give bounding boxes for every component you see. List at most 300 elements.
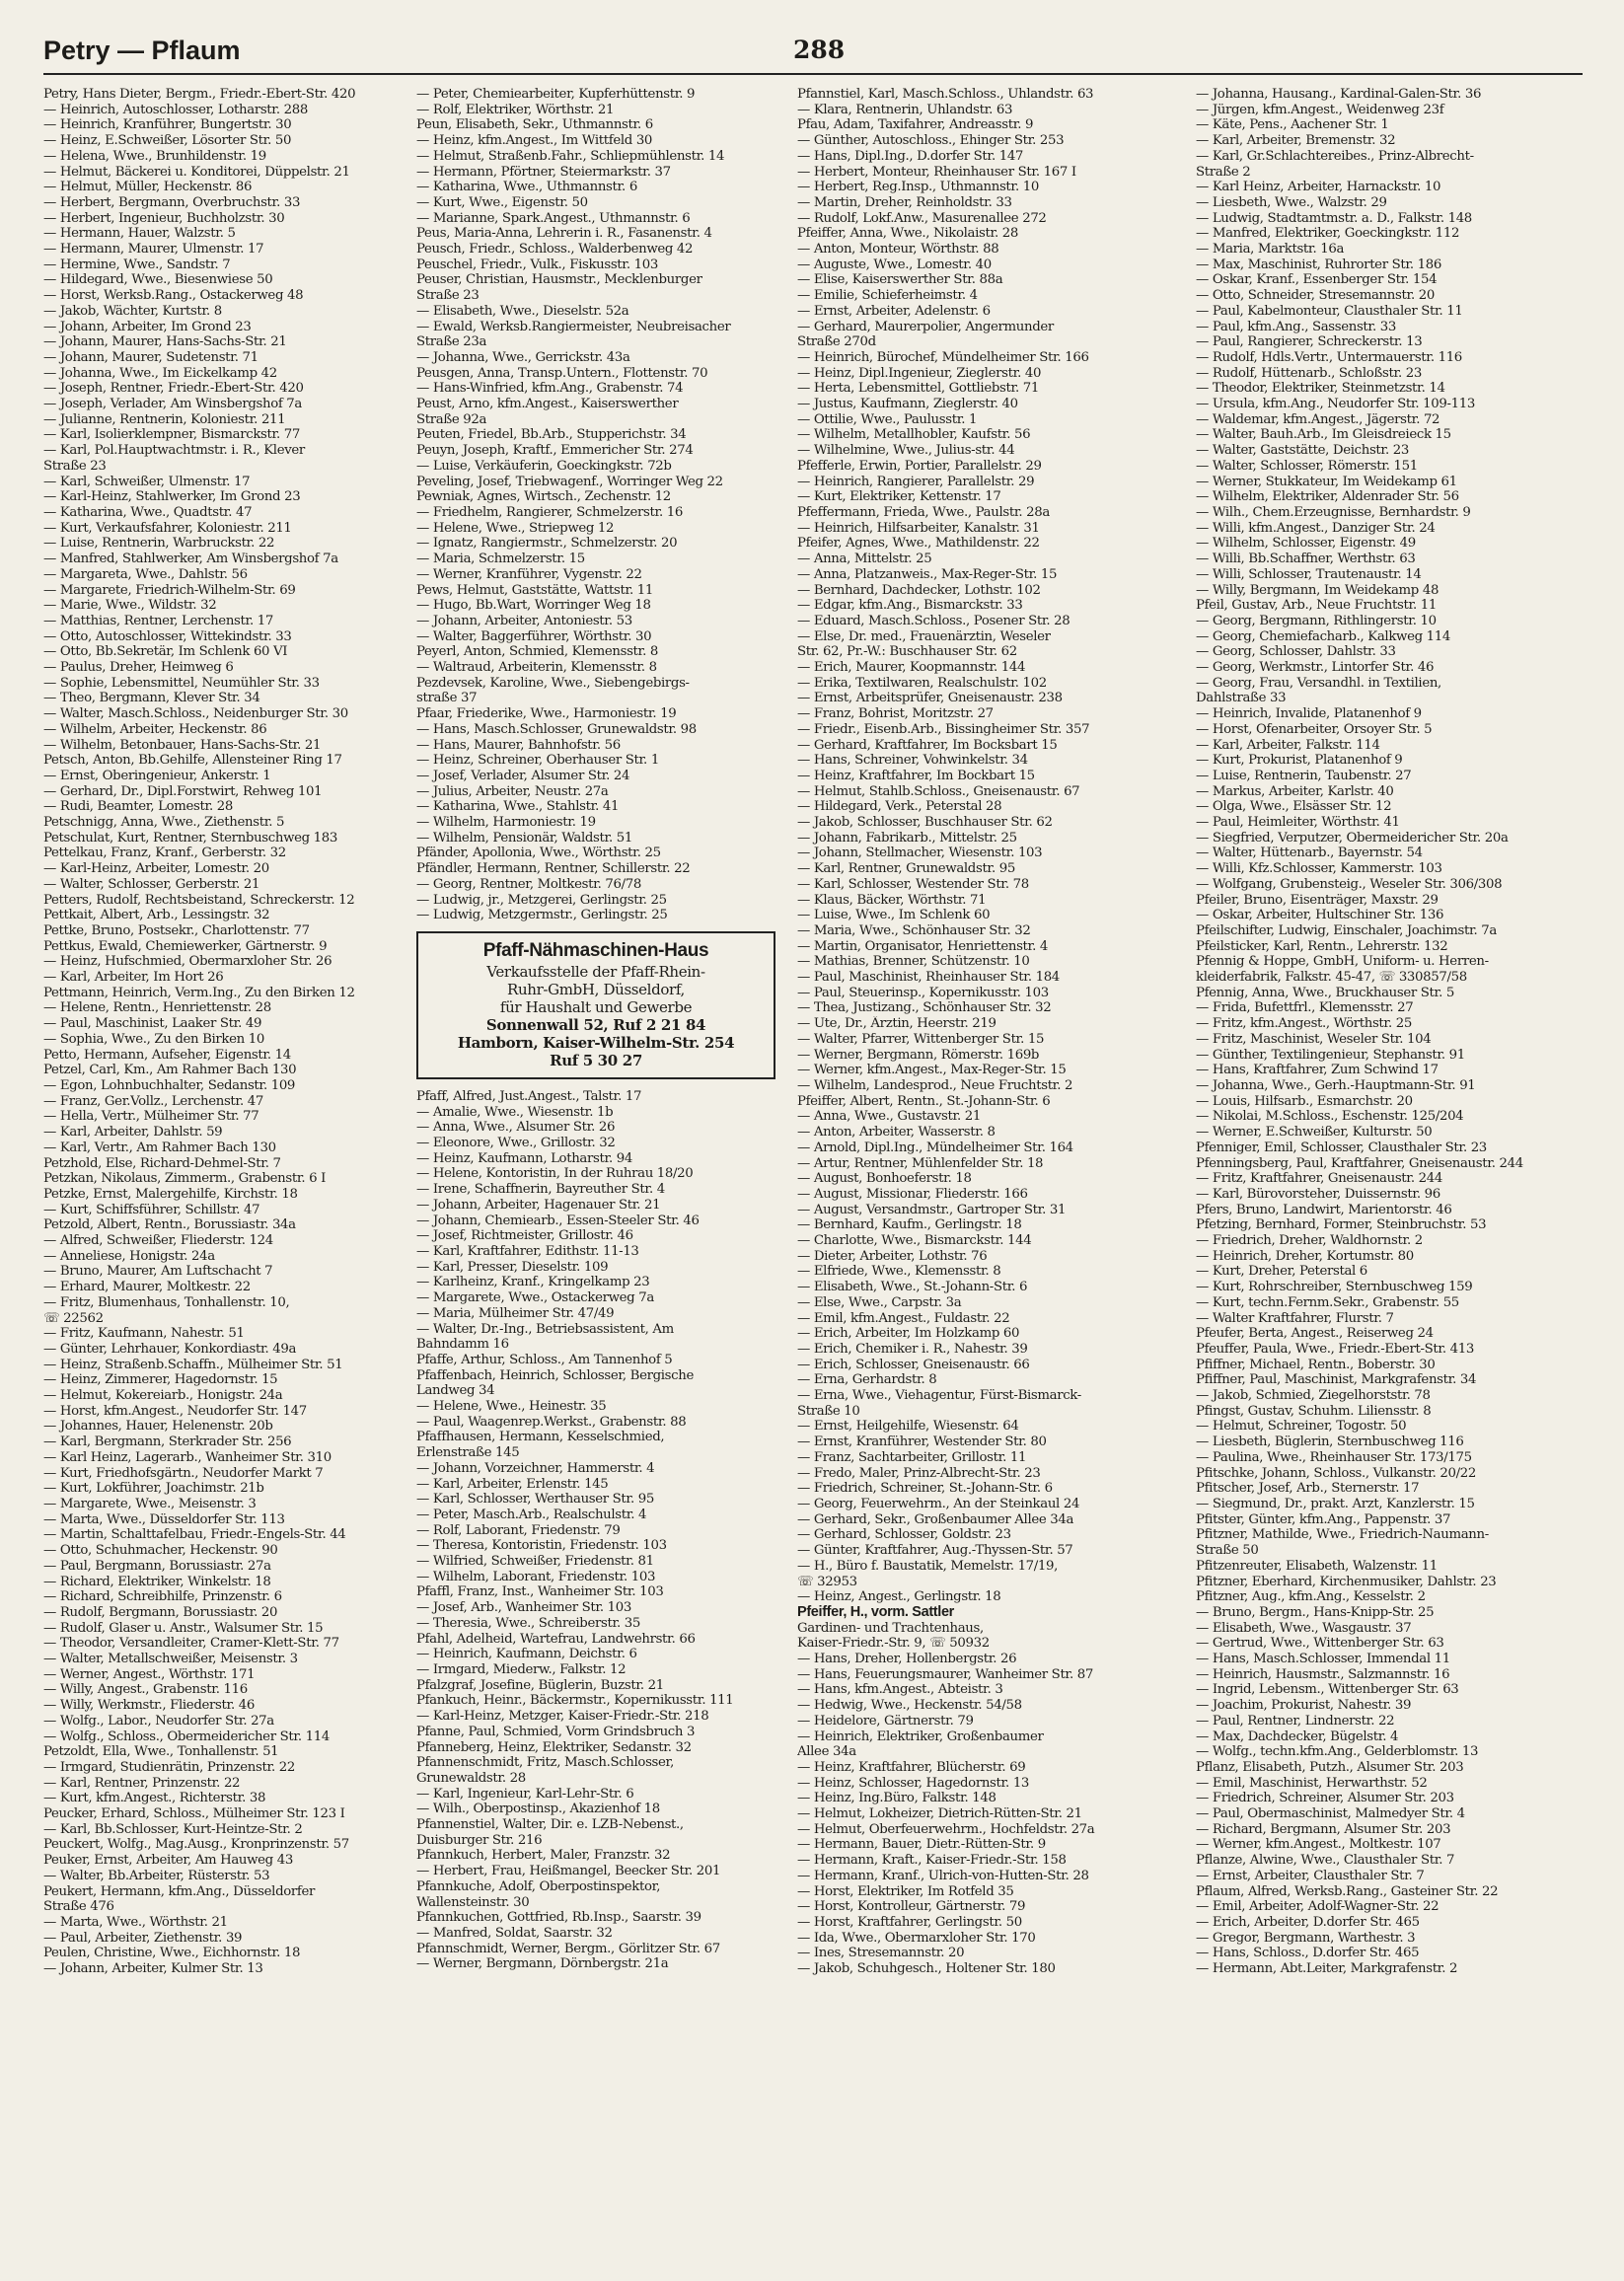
directory-entry: — Karl-Heinz, Arbeiter, Lomestr. 20 bbox=[43, 861, 269, 877]
directory-entry: — Erika, Textilwaren, Realschulstr. 102 bbox=[797, 675, 1047, 691]
directory-entry: Pfannstiel, Karl, Masch.Schloss., Uhlandstr. 63 bbox=[797, 87, 1094, 102]
directory-entry: Kaiser-Friedr.-Str. 9, ☏ 50932 bbox=[797, 1636, 990, 1652]
directory-entry: — Emil, kfm.Angest., Fuldastr. 22 bbox=[797, 1310, 1010, 1326]
directory-entry: ☏ 22562 bbox=[43, 1310, 104, 1326]
directory-entry: — Peter, Masch.Arb., Realschulstr. 4 bbox=[416, 1507, 647, 1522]
directory-entry: — Karl, Arbeiter, Falkstr. 114 bbox=[1196, 737, 1380, 753]
directory-entry: — Herbert, Frau, Heißmangel, Beecker Str. 201 bbox=[416, 1864, 721, 1879]
directory-entry: Petsch, Anton, Bb.Gehilfe, Allensteiner Ring 17 bbox=[43, 753, 342, 769]
directory-entry: Pfannenschmidt, Fritz, Masch.Schlosser, bbox=[416, 1755, 674, 1771]
directory-entry: — Willi, Kfz.Schlosser, Kammerstr. 103 bbox=[1196, 861, 1442, 877]
directory-entry: — Hermine, Wwe., Sandstr. 7 bbox=[43, 257, 231, 272]
directory-entry: Pfalzgraf, Josefine, Büglerin, Buzstr. 21 bbox=[416, 1677, 664, 1693]
directory-entry: — Katharina, Wwe., Uthmannstr. 6 bbox=[416, 180, 637, 195]
directory-entry: Petto, Hermann, Aufseher, Eigenstr. 14 bbox=[43, 1047, 291, 1063]
directory-entry: — Wilhelmine, Wwe., Julius-str. 44 bbox=[797, 443, 1015, 459]
directory-columns bbox=[43, 87, 1583, 2257]
directory-entry: — Rolf, Laborant, Friedenstr. 79 bbox=[416, 1522, 621, 1538]
directory-entry: — Sophia, Wwe., Zu den Birken 10 bbox=[43, 1031, 264, 1047]
directory-entry: Grunewaldstr. 28 bbox=[416, 1770, 526, 1786]
directory-entry: — Heinrich, Kaufmann, Deichstr. 6 bbox=[416, 1647, 637, 1662]
directory-entry: — Theo, Bergmann, Klever Str. 34 bbox=[43, 691, 260, 706]
directory-entry: Pfeuffer, Paula, Wwe., Friedr.-Ebert-Str. 413 bbox=[1196, 1341, 1474, 1357]
directory-entry: — Bruno, Maurer, Am Luftschacht 7 bbox=[43, 1264, 273, 1280]
directory-entry: — Hermann, Pförtner, Steiermarkstr. 37 bbox=[416, 164, 671, 180]
directory-entry: — Georg, Feuerwehrm., An der Steinkaul 24 bbox=[797, 1496, 1080, 1511]
directory-entry: — Gerhard, Maurerpolier, Angermunder bbox=[797, 319, 1054, 334]
directory-entry: — Franz, Ger.Vollz., Lerchenstr. 47 bbox=[43, 1093, 263, 1109]
directory-entry: — Heinz, Kraftfahrer, Blücherstr. 69 bbox=[797, 1759, 1026, 1775]
ad-line: Sonnenwall 52, Ruf 2 21 84 bbox=[485, 1015, 706, 1034]
directory-entry: — Johanna, Wwe., Gerh.-Hauptmann-Str. 91 bbox=[1196, 1078, 1476, 1093]
directory-entry: — Elisabeth, Wwe., Wasgaustr. 37 bbox=[1196, 1620, 1412, 1636]
directory-entry: — Helmut, Bäckerei u. Konditorei, Düppelstr. 21 bbox=[43, 164, 350, 180]
directory-entry: — Wilhelm, Betonbauer, Hans-Sachs-Str. 21 bbox=[43, 737, 322, 753]
directory-entry: Pfannkuche, Adolf, Oberpostinspektor, bbox=[416, 1878, 661, 1894]
directory-entry: — Georg, Frau, Versandhl. in Textilien, bbox=[1196, 675, 1441, 691]
directory-entry: — Anna, Wwe., Alsumer Str. 26 bbox=[416, 1120, 616, 1136]
directory-entry: — Herta, Lebensmittel, Gottliebstr. 71 bbox=[797, 381, 1039, 397]
directory-entry: Pfennig & Hoppe, GmbH, Uniform- u. Herren- bbox=[1196, 954, 1489, 970]
directory-entry: — Hermann, Bauer, Dietr.-Rütten-Str. 9 bbox=[797, 1837, 1046, 1853]
directory-entry: Petzkan, Nikolaus, Zimmerm., Grabenstr. 6 I bbox=[43, 1171, 327, 1187]
ad-title: Pfaff-Nähmaschinen-Haus bbox=[482, 939, 709, 961]
directory-entry: — Otto, Bb.Sekretär, Im Schlenk 60 VI bbox=[43, 644, 288, 660]
directory-entry: — Hans, Maurer, Bahnhofstr. 56 bbox=[416, 737, 621, 753]
directory-entry: Straße 23a bbox=[416, 334, 487, 350]
directory-entry: — Ignatz, Rangiermstr., Schmelzerstr. 20 bbox=[416, 536, 678, 552]
directory-entry: — Kurt, Wwe., Eigenstr. 50 bbox=[416, 194, 588, 210]
directory-entry: — Paul, Kabelmonteur, Clausthaler Str. 11 bbox=[1196, 303, 1463, 319]
directory-entry: — Thea, Justizang., Schönhauser Str. 32 bbox=[797, 1000, 1052, 1016]
directory-entry: — Kurt, Rohrschreiber, Sternbuschweg 159 bbox=[1196, 1280, 1473, 1295]
directory-entry: — Walter, Baggerführer, Wörthstr. 30 bbox=[416, 628, 652, 644]
directory-entry: — Elisabeth, Wwe., Dieselstr. 52a bbox=[416, 303, 629, 319]
directory-entry: — Kurt, Prokurist, Platanenhof 9 bbox=[1196, 753, 1403, 769]
directory-entry: — Hedwig, Wwe., Heckenstr. 54/58 bbox=[797, 1698, 1022, 1714]
directory-entry: Pfitzner, Aug., kfm.Ang., Kesselstr. 2 bbox=[1196, 1589, 1426, 1605]
directory-entry: — Horst, kfm.Angest., Neudorfer Str. 147 bbox=[43, 1403, 307, 1419]
directory-entry: Petzhold, Else, Richard-Dehmel-Str. 7 bbox=[43, 1155, 281, 1171]
directory-entry: — Rudolf, Hüttenarb., Schloßstr. 23 bbox=[1196, 365, 1422, 381]
directory-entry: — Ludwig, jr., Metzgerei, Gerlingstr. 25 bbox=[416, 892, 667, 908]
directory-entry: — Karl, Arbeiter, Im Hort 26 bbox=[43, 970, 224, 986]
directory-entry: — Luise, Wwe., Im Schlenk 60 bbox=[797, 908, 991, 923]
directory-entry: — Johanna, Hausang., Kardinal-Galen-Str. 36 bbox=[1196, 87, 1482, 102]
directory-entry: — Max, Dachdecker, Bügelstr. 4 bbox=[1196, 1729, 1399, 1744]
directory-entry: — Hans, Schloss., D.dorfer Str. 465 bbox=[1196, 1946, 1420, 1961]
directory-entry: — Friedr., Eisenb.Arb., Bissingheimer Str. 357 bbox=[797, 721, 1090, 737]
directory-entry: — Johanna, Wwe., Gerrickstr. 43a bbox=[416, 349, 630, 365]
directory-entry: Pfahl, Adelheid, Wartefrau, Landwehrstr. 66 bbox=[416, 1631, 696, 1647]
column-2 bbox=[416, 87, 781, 2257]
directory-entry: — Sophie, Lebensmittel, Neumühler Str. 33 bbox=[43, 675, 320, 691]
directory-entry: — Johannes, Hauer, Helenenstr. 20b bbox=[43, 1419, 273, 1435]
directory-entry: — Manfred, Soldat, Saarstr. 32 bbox=[416, 1925, 613, 1941]
directory-entry: — Alfred, Schweißer, Fliederstr. 124 bbox=[43, 1233, 273, 1249]
directory-entry: — Justus, Kaufmann, Zieglerstr. 40 bbox=[797, 397, 1018, 412]
directory-entry: — Otto, Autoschlosser, Wittekindstr. 33 bbox=[43, 628, 292, 644]
directory-entry: — Horst, Werksb.Rang., Ostackerweg 48 bbox=[43, 288, 304, 304]
directory-entry: — Johann, Arbeiter, Hagenauer Str. 21 bbox=[416, 1197, 661, 1213]
directory-entry: — Heinz, Straßenb.Schaffn., Mülheimer Str. 51 bbox=[43, 1357, 343, 1372]
directory-entry: — Hans, kfm.Angest., Abteistr. 3 bbox=[797, 1682, 1003, 1698]
directory-entry: Pfeilschifter, Ludwig, Einschaler, Joachimstr. 7a bbox=[1196, 922, 1497, 938]
directory-entry: — Günter, Kraftfahrer, Aug.-Thyssen-Str. 57 bbox=[797, 1543, 1073, 1559]
directory-entry: — Karl, Presser, Dieselstr. 109 bbox=[416, 1259, 609, 1275]
advertisement-box bbox=[416, 931, 775, 1079]
directory-entry: Pfannschmidt, Werner, Bergm., Görlitzer Str. 67 bbox=[416, 1941, 720, 1956]
directory-entry: — Anton, Monteur, Wörthstr. 88 bbox=[797, 242, 999, 258]
column-1 bbox=[43, 87, 408, 2257]
column-4 bbox=[1196, 87, 1583, 2257]
directory-entry: — Heinz, Angest., Gerlingstr. 18 bbox=[797, 1589, 1001, 1605]
directory-entry: — Horst, Elektriker, Im Rotfeld 35 bbox=[797, 1883, 1014, 1899]
directory-entry: — Willi, Bb.Schaffner, Werthstr. 63 bbox=[1196, 552, 1416, 567]
directory-entry: — Erich, Maurer, Koopmannstr. 144 bbox=[797, 660, 1026, 676]
directory-entry: Pfaff, Alfred, Just.Angest., Talstr. 17 bbox=[416, 1088, 642, 1104]
directory-entry: Peulen, Christine, Wwe., Eichhornstr. 18 bbox=[43, 1946, 301, 1961]
directory-entry: — Karl, Bergmann, Sterkrader Str. 256 bbox=[43, 1435, 292, 1450]
directory-entry: — Amalie, Wwe., Wiesenstr. 1b bbox=[416, 1104, 614, 1120]
directory-entry: Peuten, Friedel, Bb.Arb., Stupperichstr. 34 bbox=[416, 427, 687, 443]
directory-entry: — Ursula, kfm.Ang., Neudorfer Str. 109-113 bbox=[1196, 397, 1475, 412]
directory-entry: — Günther, Textilingenieur, Stephanstr. 91 bbox=[1196, 1047, 1465, 1063]
directory-entry: — Margarete, Wwe., Ostackerweg 7a bbox=[416, 1290, 654, 1306]
directory-entry: — Paul, Maschinist, Laaker Str. 49 bbox=[43, 1016, 262, 1032]
directory-entry: — Paulina, Wwe., Rheinhauser Str. 173/175 bbox=[1196, 1449, 1472, 1465]
directory-entry: — Johann, Maurer, Hans-Sachs-Str. 21 bbox=[43, 334, 287, 350]
directory-entry: — Paul, Waagenrep.Werkst., Grabenstr. 88 bbox=[416, 1414, 687, 1430]
directory-entry: Pfaffhausen, Hermann, Kesselschmied, bbox=[416, 1430, 665, 1445]
directory-entry: — Erna, Gerhardstr. 8 bbox=[797, 1372, 937, 1388]
directory-entry: — Luise, Rentnerin, Taubenstr. 27 bbox=[1196, 768, 1412, 783]
directory-entry: — Werner, Kranführer, Vygenstr. 22 bbox=[416, 566, 642, 582]
directory-entry: Pettkus, Ewald, Chemiewerker, Gärtnerstr. 9 bbox=[43, 938, 328, 954]
directory-entry: — Anna, Wwe., Gustavstr. 21 bbox=[797, 1109, 982, 1125]
directory-entry: — Franz, Sachtarbeiter, Grillostr. 11 bbox=[797, 1449, 1027, 1465]
directory-entry: — Kurt, Schiffsführer, Schillstr. 47 bbox=[43, 1202, 260, 1217]
directory-entry: Pfeiffer, Anna, Wwe., Nikolaistr. 28 bbox=[797, 226, 1018, 242]
directory-entry: Petzoldt, Ella, Wwe., Tonhallenstr. 51 bbox=[43, 1744, 279, 1760]
directory-entry: — Theodor, Versandleiter, Cramer-Klett-Str. 77 bbox=[43, 1636, 339, 1652]
directory-entry: — Georg, Chemiefacharb., Kalkweg 114 bbox=[1196, 628, 1450, 644]
directory-entry: — Gerhard, Dr., Dipl.Forstwirt, Rehweg 101 bbox=[43, 783, 323, 799]
directory-entry: — Karl, Arbeiter, Erlenstr. 145 bbox=[416, 1476, 609, 1492]
directory-entry: — Emilie, Schieferheimstr. 4 bbox=[797, 288, 978, 304]
directory-entry: — Johann, Fabrikarb., Mittelstr. 25 bbox=[797, 830, 1017, 846]
directory-entry: — Ida, Wwe., Obermarxloher Str. 170 bbox=[797, 1930, 1036, 1946]
directory-entry: — Siegmund, Dr., prakt. Arzt, Kanzlerstr. 15 bbox=[1196, 1496, 1475, 1511]
directory-entry: — Willy, Bergmann, Im Weidekamp 48 bbox=[1196, 582, 1439, 598]
running-title: Petry — Pflaum bbox=[43, 36, 241, 65]
directory-entry: Peust, Arno, kfm.Angest., Kaiserswerther bbox=[416, 397, 679, 412]
directory-entry: — Günther, Autoschloss., Ehinger Str. 253 bbox=[797, 133, 1065, 149]
directory-entry: — Kurt, Friedhofsgärtn., Neudorfer Markt 7 bbox=[43, 1465, 324, 1481]
directory-entry: — Paul, Bergmann, Borussiastr. 27a bbox=[43, 1558, 271, 1574]
directory-entry: — Margarete, Friedrich-Wilhelm-Str. 69 bbox=[43, 582, 296, 598]
directory-entry: — Bernhard, Dachdecker, Lothstr. 102 bbox=[797, 582, 1041, 598]
directory-entry: Pettelkau, Franz, Kranf., Gerberstr. 32 bbox=[43, 846, 286, 861]
directory-entry: Pfiffner, Michael, Rentn., Boberstr. 30 bbox=[1196, 1357, 1436, 1372]
directory-entry: Bahndamm 16 bbox=[416, 1337, 509, 1353]
directory-entry: — Richard, Bergmann, Alsumer Str. 203 bbox=[1196, 1821, 1451, 1837]
directory-entry: — Emil, Maschinist, Herwarthstr. 52 bbox=[1196, 1775, 1428, 1791]
directory-entry: Pfaffe, Arthur, Schloss., Am Tannenhof 5 bbox=[416, 1352, 673, 1367]
directory-entry: — Marie, Wwe., Wildstr. 32 bbox=[43, 598, 217, 614]
directory-entry: Pflanze, Alwine, Wwe., Clausthaler Str. 7 bbox=[1196, 1853, 1455, 1869]
directory-entry: — Walter, Metallschweißer, Meisenstr. 3 bbox=[43, 1652, 298, 1667]
directory-entry: Pezdevsek, Karoline, Wwe., Siebengebirgs- bbox=[416, 675, 690, 691]
directory-entry: — Nikolai, M.Schloss., Eschenstr. 125/204 bbox=[1196, 1109, 1464, 1125]
directory-entry: — Paul, Maschinist, Rheinhauser Str. 184 bbox=[797, 970, 1060, 986]
directory-entry: — Gregor, Bergmann, Warthestr. 3 bbox=[1196, 1930, 1416, 1946]
directory-entry: — Anton, Arbeiter, Wasserstr. 8 bbox=[797, 1125, 996, 1140]
directory-entry: Pfitzner, Mathilde, Wwe., Friedrich-Naumann- bbox=[1196, 1527, 1489, 1543]
directory-entry: — Heinz, Kraftfahrer, Im Bockbart 15 bbox=[797, 768, 1035, 783]
directory-entry: — Hella, Vertr., Mülheimer Str. 77 bbox=[43, 1109, 259, 1125]
directory-entry: — Julius, Arbeiter, Neustr. 27a bbox=[416, 783, 609, 799]
directory-entry: Peuyn, Joseph, Kraftf., Emmericher Str. 274 bbox=[416, 443, 694, 459]
directory-entry: — Erich, Chemiker i. R., Nahestr. 39 bbox=[797, 1341, 1028, 1357]
directory-entry: — Friedhelm, Rangierer, Schmelzerstr. 16 bbox=[416, 504, 684, 520]
directory-entry: — Anna, Platzanweis., Max-Reger-Str. 15 bbox=[797, 566, 1058, 582]
directory-entry: straße 37 bbox=[416, 691, 478, 706]
directory-entry: — Georg, Werkmstr., Lintorfer Str. 46 bbox=[1196, 660, 1435, 676]
directory-entry: — Helmut, Kokereiarb., Honigstr. 24a bbox=[43, 1388, 283, 1404]
directory-entry: Peuschel, Friedr., Vulk., Fiskusstr. 103 bbox=[416, 257, 658, 272]
directory-entry: — Elise, Kaiserswerther Str. 88a bbox=[797, 272, 1003, 288]
directory-entry: Pfitzenreuter, Elisabeth, Walzenstr. 11 bbox=[1196, 1558, 1438, 1574]
directory-entry: Peuker, Ernst, Arbeiter, Am Hauweg 43 bbox=[43, 1853, 293, 1869]
directory-entry: — Bruno, Bergm., Hans-Knipp-Str. 25 bbox=[1196, 1604, 1435, 1620]
directory-entry: — Willy, Angest., Grabenstr. 116 bbox=[43, 1682, 248, 1698]
directory-entry: — Maria, Schmelzerstr. 15 bbox=[416, 552, 585, 567]
directory-entry: — Walter, Schlosser, Römerstr. 151 bbox=[1196, 458, 1418, 474]
directory-entry: — Auguste, Wwe., Lomestr. 40 bbox=[797, 257, 992, 272]
directory-entry: Pflanz, Elisabeth, Putzh., Alsumer Str. 203 bbox=[1196, 1759, 1464, 1775]
directory-entry: — Kurt, Dreher, Peterstal 6 bbox=[1196, 1264, 1367, 1280]
directory-entry: Pfers, Bruno, Landwirt, Marientorstr. 46 bbox=[1196, 1202, 1452, 1217]
directory-entry: — Jürgen, kfm.Angest., Weidenweg 23f bbox=[1196, 102, 1444, 117]
directory-entry: — Fritz, Kraftfahrer, Gneisenaustr. 244 bbox=[1196, 1171, 1442, 1187]
directory-entry: Pfitzner, Eberhard, Kirchenmusiker, Dahlstr. 23 bbox=[1196, 1574, 1497, 1589]
directory-entry: — Paul, Obermaschinist, Malmedyer Str. 4 bbox=[1196, 1806, 1465, 1822]
directory-entry: Pfeifer, Agnes, Wwe., Mathildenstr. 22 bbox=[797, 536, 1040, 552]
directory-entry: — Heinrich, Hausmstr., Salzmannstr. 16 bbox=[1196, 1666, 1450, 1682]
directory-entry: — Helene, Kontoristin, In der Ruhrau 18/20 bbox=[416, 1166, 694, 1182]
directory-entry: — Joseph, Rentner, Friedr.-Ebert-Str. 420 bbox=[43, 381, 304, 397]
directory-entry: — Karl Heinz, Lagerarb., Wanheimer Str. 310 bbox=[43, 1449, 332, 1465]
directory-entry: — Rudolf, Hdls.Vertr., Untermauerstr. 116 bbox=[1196, 349, 1462, 365]
directory-entry: — Arnold, Dipl.Ing., Mündelheimer Str. 164 bbox=[797, 1140, 1073, 1155]
directory-entry: — Franz, Bohrist, Moritzstr. 27 bbox=[797, 706, 994, 722]
directory-entry: — Walter, Bb.Arbeiter, Rüsterstr. 53 bbox=[43, 1868, 270, 1883]
directory-entry: — Heinrich, Elektriker, Großenbaumer bbox=[797, 1729, 1044, 1744]
directory-entry: — Wilh., Chem.Erzeugnisse, Bernhardstr. 9 bbox=[1196, 504, 1471, 520]
directory-entry: — H., Büro f. Baustatik, Memelstr. 17/19, bbox=[797, 1558, 1059, 1574]
directory-entry: Straße 10 bbox=[797, 1403, 860, 1419]
directory-entry: ☏ 32953 bbox=[797, 1574, 857, 1589]
directory-entry: — Friedrich, Dreher, Waldhornstr. 2 bbox=[1196, 1233, 1423, 1249]
directory-entry: Str. 62, Pr.-W.: Buschhauser Str. 62 bbox=[797, 644, 1017, 660]
page-number: 288 bbox=[793, 36, 846, 64]
directory-entry: — Ute, Dr., Ärztin, Heerstr. 219 bbox=[797, 1016, 997, 1032]
directory-entry: — Ines, Stresemannstr. 20 bbox=[797, 1946, 965, 1961]
directory-entry: — Irmgard, Studienrätin, Prinzenstr. 22 bbox=[43, 1759, 295, 1775]
directory-entry: — Friedrich, Schreiner, Alsumer Str. 203 bbox=[1196, 1791, 1454, 1806]
directory-entry: — Anna, Mittelstr. 25 bbox=[797, 552, 932, 567]
directory-entry: — Paul, Rentner, Lindnerstr. 22 bbox=[1196, 1713, 1395, 1729]
directory-entry: Petzke, Ernst, Malergehilfe, Kirchstr. 18 bbox=[43, 1186, 298, 1202]
directory-entry: — Walter, Dr.-Ing., Betriebsassistent, Am bbox=[416, 1321, 674, 1337]
directory-entry: — Waltraud, Arbeiterin, Klemensstr. 8 bbox=[416, 660, 657, 676]
directory-entry: — Heinrich, Autoschlosser, Lotharstr. 288 bbox=[43, 102, 308, 117]
directory-entry: Pfänder, Apollonia, Wwe., Wörthstr. 25 bbox=[416, 846, 661, 861]
directory-entry: Straße 270d bbox=[797, 334, 876, 350]
directory-entry: — Käte, Pens., Aachener Str. 1 bbox=[1196, 117, 1389, 133]
directory-entry: — Kurt, Verkaufsfahrer, Koloniestr. 211 bbox=[43, 520, 292, 536]
directory-entry: — Horst, Kraftfahrer, Gerlingstr. 50 bbox=[797, 1914, 1022, 1930]
directory-entry: — Karl, Kraftfahrer, Edithstr. 11-13 bbox=[416, 1244, 639, 1259]
directory-entry: — Werner, Stukkateur, Im Weidekamp 61 bbox=[1196, 474, 1457, 489]
directory-entry: — Heinz, Schreiner, Oberhauser Str. 1 bbox=[416, 753, 659, 769]
directory-entry: — Manfred, Stahlwerker, Am Winsbergshof 7a bbox=[43, 552, 338, 567]
directory-entry: — Georg, Schlosser, Dahlstr. 33 bbox=[1196, 644, 1396, 660]
directory-entry: — Charlotte, Wwe., Bismarckstr. 144 bbox=[797, 1233, 1032, 1249]
directory-entry: — Karl, Arbeiter, Dahlstr. 59 bbox=[43, 1125, 223, 1140]
directory-entry: — Marta, Wwe., Düsseldorfer Str. 113 bbox=[43, 1511, 285, 1527]
directory-entry: — Erna, Wwe., Viehagentur, Fürst-Bismarck- bbox=[797, 1388, 1081, 1404]
directory-entry: — Herbert, Monteur, Rheinhauser Str. 167 I bbox=[797, 164, 1076, 180]
directory-entry: — Ingrid, Lebensm., Wittenberger Str. 63 bbox=[1196, 1682, 1459, 1698]
directory-entry: — Karl, Bb.Schlosser, Kurt-Heintze-Str. 2 bbox=[43, 1821, 303, 1837]
directory-entry: — Georg, Rentner, Moltkestr. 76/78 bbox=[416, 876, 641, 892]
directory-entry: — Heinrich, Kranführer, Bungertstr. 30 bbox=[43, 117, 292, 133]
directory-entry: — Willi, kfm.Angest., Danziger Str. 24 bbox=[1196, 520, 1436, 536]
directory-entry: — Luise, Verkäuferin, Goeckingkstr. 72b bbox=[416, 458, 672, 474]
directory-entry: — Hans, Dipl.Ing., D.dorfer Str. 147 bbox=[797, 148, 1024, 164]
directory-entry: — Elisabeth, Wwe., St.-Johann-Str. 6 bbox=[797, 1280, 1028, 1295]
directory-entry: Pfannkuchen, Gottfried, Rb.Insp., Saarstr. 39 bbox=[416, 1910, 701, 1926]
directory-entry: — Hermann, Kranf., Ulrich-von-Hutten-Str. 28 bbox=[797, 1868, 1089, 1883]
directory-entry: Pettmann, Heinrich, Verm.Ing., Zu den Birken 12 bbox=[43, 985, 355, 1000]
directory-entry: Pettke, Bruno, Postsekr., Charlottenstr. 77 bbox=[43, 922, 310, 938]
directory-entry: — Horst, Ofenarbeiter, Orsoyer Str. 5 bbox=[1196, 721, 1433, 737]
directory-entry: — Oskar, Kranf., Essenberger Str. 154 bbox=[1196, 272, 1438, 288]
directory-entry: — Maria, Marktstr. 16a bbox=[1196, 242, 1345, 258]
directory-entry: — Marianne, Spark.Angest., Uthmannstr. 6 bbox=[416, 210, 691, 226]
directory-entry: — Emil, Arbeiter, Adolf-Wagner-Str. 22 bbox=[1196, 1899, 1439, 1915]
directory-entry: Wallensteinstr. 30 bbox=[416, 1894, 530, 1910]
directory-entry: — Joseph, Verlader, Am Winsbergshof 7a bbox=[43, 397, 302, 412]
directory-entry: — Jakob, Schuhgesch., Holtener Str. 180 bbox=[797, 1961, 1056, 1977]
directory-entry: — Johanna, Wwe., Im Eickelkamp 42 bbox=[43, 365, 277, 381]
directory-entry: — Ernst, Kranführer, Westender Str. 80 bbox=[797, 1435, 1047, 1450]
directory-entry: — Markus, Arbeiter, Karlstr. 40 bbox=[1196, 783, 1394, 799]
directory-entry: — Helmut, Oberfeuerwehrm., Hochfeldstr. 27a bbox=[797, 1821, 1095, 1837]
directory-entry: — Jakob, Schmied, Ziegelhorststr. 78 bbox=[1196, 1388, 1431, 1404]
directory-entry: — Ernst, Arbeitsprüfer, Gneisenaustr. 238 bbox=[797, 691, 1063, 706]
directory-entry: — Karl, Bürovorsteher, Duissernstr. 96 bbox=[1196, 1186, 1440, 1202]
directory-entry: — Klaus, Bäcker, Wörthstr. 71 bbox=[797, 892, 987, 908]
directory-entry: — Gerhard, Sekr., Großenbaumer Allee 34a bbox=[797, 1511, 1074, 1527]
directory-entry: — Hans, Feuerungsmaurer, Wanheimer Str. 87 bbox=[797, 1666, 1093, 1682]
directory-entry: — Wolfg., techn.kfm.Ang., Gelderblomstr. 13 bbox=[1196, 1744, 1479, 1760]
directory-entry: — Hermann, Abt.Leiter, Markgrafenstr. 2 bbox=[1196, 1961, 1458, 1977]
directory-entry: — Frida, Bufettfrl., Klemensstr. 27 bbox=[1196, 1000, 1414, 1016]
directory-entry: — Julianne, Rentnerin, Koloniestr. 211 bbox=[43, 411, 286, 427]
directory-entry: Peucker, Erhard, Schloss., Mülheimer Str. 123 I bbox=[43, 1806, 345, 1822]
directory-entry: — Karl, Schlosser, Westender Str. 78 bbox=[797, 876, 1029, 892]
directory-entry: — Eduard, Masch.Schloss., Posener Str. 28 bbox=[797, 613, 1070, 628]
directory-entry: — Johann, Arbeiter, Antoniestr. 53 bbox=[416, 613, 632, 628]
directory-entry: — Katharina, Wwe., Quadtstr. 47 bbox=[43, 504, 253, 520]
directory-entry: — Walter, Schlosser, Gerberstr. 21 bbox=[43, 876, 260, 892]
directory-entry: — Karl, Isolierklempner, Bismarckstr. 77 bbox=[43, 427, 301, 443]
directory-entry: — Hildegard, Verk., Peterstal 28 bbox=[797, 799, 1002, 815]
ad-line: Ruf 5 30 27 bbox=[550, 1051, 642, 1069]
directory-entry: — Heinz, Ing.Büro, Falkstr. 148 bbox=[797, 1791, 997, 1806]
directory-entry: — Georg, Bergmann, Rithlingerstr. 10 bbox=[1196, 613, 1437, 628]
directory-entry: Peyerl, Anton, Schmied, Klemensstr. 8 bbox=[416, 644, 658, 660]
directory-entry: — Walter Kraftfahrer, Flurstr. 7 bbox=[1196, 1310, 1394, 1326]
directory-entry: — Karl, Rentner, Prinzenstr. 22 bbox=[43, 1775, 241, 1791]
page-header bbox=[43, 36, 1583, 75]
directory-entry: — Paul, Heimleiter, Wörthstr. 41 bbox=[1196, 815, 1400, 831]
directory-entry: — Karl-Heinz, Stahlwerker, Im Grond 23 bbox=[43, 489, 301, 505]
directory-entry: — Kurt, Lokführer, Joachimstr. 21b bbox=[43, 1481, 264, 1497]
directory-entry: — Jakob, Wächter, Kurtstr. 8 bbox=[43, 303, 222, 319]
directory-entry: Straße 92a bbox=[416, 411, 487, 427]
directory-entry: — Kurt, techn.Fernm.Sekr., Grabenstr. 55 bbox=[1196, 1294, 1459, 1310]
directory-entry: — Bernhard, Kaufm., Gerlingstr. 18 bbox=[797, 1217, 1022, 1233]
directory-entry: — Walter, Hüttenarb., Bayernstr. 54 bbox=[1196, 846, 1423, 861]
directory-entry: — Erich, Arbeiter, Im Holzkamp 60 bbox=[797, 1326, 1020, 1342]
directory-entry: — Richard, Elektriker, Winkelstr. 18 bbox=[43, 1574, 271, 1589]
directory-entry: Pfenniger, Emil, Schlosser, Clausthaler Str. 23 bbox=[1196, 1140, 1487, 1155]
directory-entry: — Ernst, Arbeiter, Clausthaler Str. 7 bbox=[1196, 1868, 1425, 1883]
directory-entry: Pfiffner, Paul, Maschinist, Markgrafenstr. 34 bbox=[1196, 1372, 1477, 1388]
ad-line: für Haushalt und Gewerbe bbox=[499, 997, 693, 1016]
directory-entry: — Paul, Arbeiter, Ziethenstr. 39 bbox=[43, 1930, 243, 1946]
directory-entry: — Karl, Vertr., Am Rahmer Bach 130 bbox=[43, 1140, 276, 1155]
directory-entry: — Wilhelm, Elektriker, Aldenrader Str. 56 bbox=[1196, 489, 1459, 505]
directory-entry: — Helene, Rentn., Henriettenstr. 28 bbox=[43, 1000, 271, 1016]
directory-entry: — Ottilie, Wwe., Paulusstr. 1 bbox=[797, 411, 978, 427]
ad-line: Hamborn, Kaiser-Wilhelm-Str. 254 bbox=[457, 1033, 735, 1052]
directory-entry: Petschulat, Kurt, Rentner, Sternbuschweg 183 bbox=[43, 830, 337, 846]
directory-entry: — Horst, Kontrolleur, Gärtnerstr. 79 bbox=[797, 1899, 1026, 1915]
directory-entry: — Hermann, Maurer, Ulmenstr. 17 bbox=[43, 242, 264, 258]
directory-entry: — Werner, Bergmann, Dörnbergstr. 21a bbox=[416, 1956, 669, 1972]
directory-entry: — August, Versandmstr., Gartroper Str. 31 bbox=[797, 1202, 1067, 1217]
directory-entry: Pfändler, Hermann, Rentner, Schillerstr. 22 bbox=[416, 861, 691, 877]
directory-entry: Dahlstraße 33 bbox=[1196, 691, 1287, 706]
directory-entry: — Fritz, Blumenhaus, Tonhallenstr. 10, bbox=[43, 1294, 290, 1310]
directory-entry: — Martin, Organisator, Henriettenstr. 4 bbox=[797, 938, 1048, 954]
directory-entry: — Heidelore, Gärtnerstr. 79 bbox=[797, 1713, 974, 1729]
directory-entry: — Otto, Schuhmacher, Heckenstr. 90 bbox=[43, 1543, 278, 1559]
directory-entry: — Martin, Dreher, Reinholdstr. 33 bbox=[797, 194, 1012, 210]
directory-entry: — Ernst, Oberingenieur, Ankerstr. 1 bbox=[43, 768, 271, 783]
directory-entry: — Karl, Schlosser, Werthauser Str. 95 bbox=[416, 1492, 654, 1508]
directory-entry: Pfefferle, Erwin, Portier, Parallelstr. 29 bbox=[797, 458, 1042, 474]
directory-entry: — Manfred, Elektriker, Goeckingkstr. 112 bbox=[1196, 226, 1460, 242]
directory-entry: — Herbert, Bergmann, Overbruchstr. 33 bbox=[43, 194, 301, 210]
directory-entry: — Josef, Verlader, Alsumer Str. 24 bbox=[416, 768, 630, 783]
directory-entry: — Günter, Lehrhauer, Konkordiastr. 49a bbox=[43, 1341, 297, 1357]
